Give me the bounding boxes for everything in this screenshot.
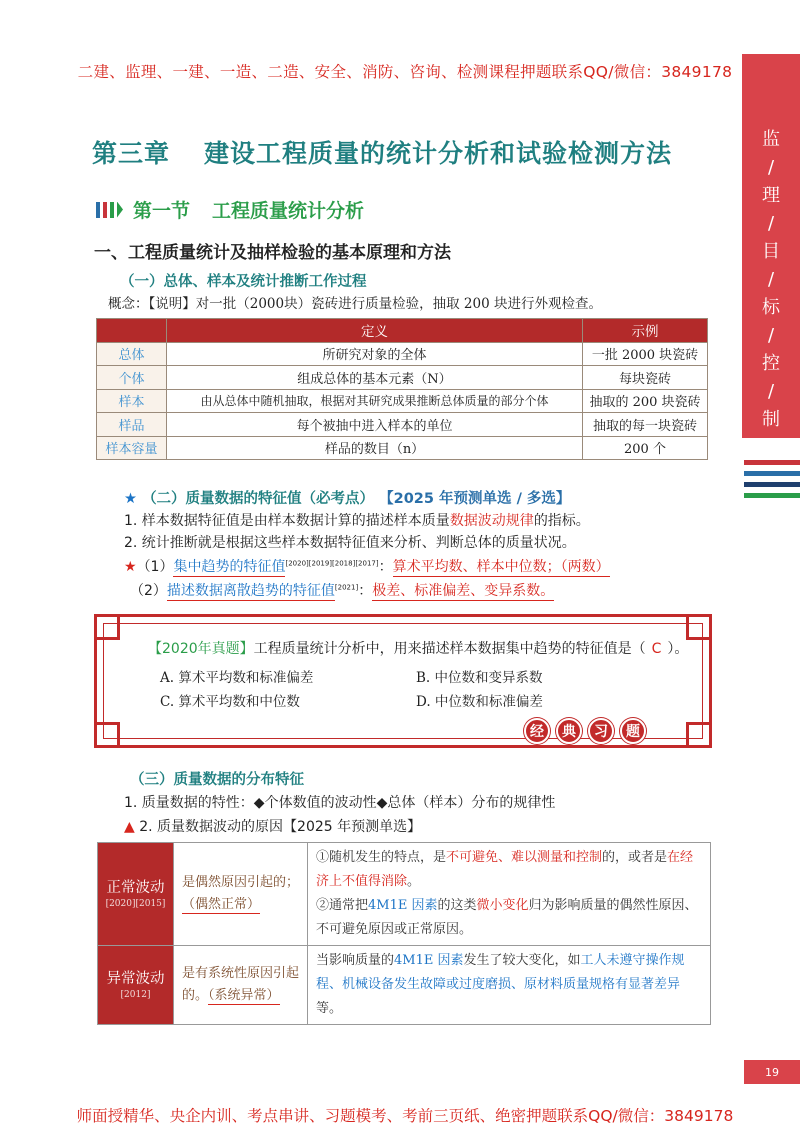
option-c: C. 算术平均数和中位数 xyxy=(160,694,300,710)
distribution-para-1: 1. 质量数据的特性：◆个体数值的波动性◆总体（样本）分布的规律性 xyxy=(124,795,556,811)
answer-text: 极差、标准偏差、变异系数。 xyxy=(372,583,555,599)
badge-char: 经 xyxy=(524,718,550,744)
text-span: 当影响质量的 xyxy=(316,953,395,968)
badge-char: 典 xyxy=(556,718,582,744)
term-cell: 个体 xyxy=(97,366,167,390)
question-text: 工程质量统计分析中，用来描述样本数据集中趋势的特征值是（ xyxy=(253,641,646,657)
option-a: A. 算术平均数和标准偏差 xyxy=(160,670,314,686)
highlight-text: 描述数据离散趋势的特征值 xyxy=(166,583,335,599)
description-cell xyxy=(308,946,711,1025)
term-cell: 样品 xyxy=(97,413,167,437)
frame-corner xyxy=(686,722,712,748)
top-banner: 二建、监理、一建、一造、二造、安全、消防、咨询、检测课程押题联系QQ/微信：3849178 xyxy=(77,63,733,81)
exam-years: [2021] xyxy=(334,583,359,592)
definition-cell: 所研究对象的全体 xyxy=(167,342,583,366)
concept-text: 概念：【说明】对一批（2000块）瓷砖进行质量检验，抽取 200 块进行外观检查。 xyxy=(108,296,602,312)
table-header: 定义 xyxy=(167,319,583,343)
option-b: B. 中位数和变异系数 xyxy=(416,670,543,686)
star-icon: ★ xyxy=(124,559,137,575)
text-span: ②通常把 xyxy=(316,898,369,913)
frame-corner xyxy=(94,614,120,640)
side-tab-char: / xyxy=(767,381,775,402)
answer-text: 算术平均数、样本中位数；（两数） xyxy=(392,559,610,575)
highlight-text: 4M1E 因素 xyxy=(394,953,464,968)
exam-years: [2020][2015] xyxy=(105,899,166,909)
side-tab-char: 控 xyxy=(762,353,780,374)
section-label: 第一节 xyxy=(133,200,191,222)
dispersion-line xyxy=(130,580,554,600)
sub-heading-1: （一）总体、样本及统计推断工作过程 xyxy=(120,274,367,290)
table-header: 示例 xyxy=(583,319,708,343)
cause-text: 是有系统性原因引起的。 xyxy=(182,966,300,1003)
section-name: 工程质量统计分析 xyxy=(212,200,365,222)
side-tab-char: 监 xyxy=(762,129,780,150)
cause-note: （系统异常） xyxy=(208,988,280,1003)
side-tab-char: 理 xyxy=(762,185,780,206)
definition-cell: 样品的数目（n） xyxy=(167,436,583,460)
exam-tag: 【2020年真题】 xyxy=(148,641,254,657)
exam-answer: C xyxy=(651,641,662,657)
side-tab-char: / xyxy=(767,213,775,234)
definition-cell: 每个被抽中进入样本的单位 xyxy=(167,413,583,437)
text-span: 归为影响质量的偶然性原因、不可避免原因或正常原因。 xyxy=(316,898,698,937)
example-cell: 抽取的 200 块瓷砖 xyxy=(583,389,708,413)
term-cell: 样本 xyxy=(97,389,167,413)
text-span: 的这类 xyxy=(437,898,477,913)
text-span: 1. 样本数据特征值是由样本数据计算的描述样本质量 xyxy=(124,513,450,529)
table-header-row xyxy=(97,319,708,343)
text-span: 的指标。 xyxy=(533,513,590,529)
text-span: 。 xyxy=(407,874,421,889)
text-span: （1） xyxy=(136,559,174,575)
row-header-abnormal xyxy=(98,946,174,1025)
highlight-text: 集中趋势的特征值 xyxy=(173,559,286,575)
sub-heading-2 xyxy=(124,487,570,508)
feature-para-1 xyxy=(124,510,590,530)
option-d: D. 中位数和标准偏差 xyxy=(416,694,543,710)
highlight-text: 不可避免、难以测量和控制 xyxy=(446,850,603,865)
text-span: （2） xyxy=(130,583,167,599)
cause-cell xyxy=(174,843,308,946)
highlight-text: 工人未遵守操作规程、机械设备发生故障或过度磨损、原材料质量规格有显著差异 xyxy=(316,953,685,992)
population-sample-table xyxy=(96,318,708,460)
badge-char: 题 xyxy=(620,718,646,744)
text-span: 等。 xyxy=(316,1001,343,1016)
cause-note: （偶然正常） xyxy=(182,897,261,912)
side-tab-char: / xyxy=(767,325,775,346)
chapter-label: 第三章 xyxy=(92,139,171,168)
cause-cell xyxy=(174,946,308,1025)
text-span: ： xyxy=(378,559,393,575)
table-row xyxy=(97,436,708,460)
row-header-text: 正常波动 xyxy=(106,880,165,896)
badge-char: 习 xyxy=(588,718,614,744)
central-tendency-line xyxy=(124,556,610,576)
text-span: ）。 xyxy=(667,641,689,657)
table-row xyxy=(97,389,708,413)
sub-heading-3: （三）质量数据的分布特征 xyxy=(130,772,304,788)
highlight-text: 4M1E 因素 xyxy=(368,898,438,913)
highlight-text: 数据波动规律 xyxy=(449,513,534,529)
exam-years: [2020][2019][2018][2017] xyxy=(285,559,379,568)
frame-corner xyxy=(94,722,120,748)
section-title xyxy=(96,196,364,223)
description-cell xyxy=(308,843,711,946)
term-cell: 样本容量 xyxy=(97,436,167,460)
side-tab-char: 制 xyxy=(762,409,780,430)
feature-para-2: 2. 统计推断就是根据这些样本数据特征值来分析、判断总体的质量状况。 xyxy=(124,535,576,551)
text-span: 的，或者是 xyxy=(602,850,668,865)
highlight-text: 微小变化 xyxy=(476,898,529,913)
frame-corner xyxy=(686,614,712,640)
side-tab-char: 目 xyxy=(762,241,780,262)
highlight-text: 在经济上不值得消除 xyxy=(316,850,694,889)
table-row xyxy=(97,366,708,390)
exam-forecast-tag: 【2025 年预测单选 / 多选】 xyxy=(379,491,571,507)
definition-cell: 由从总体中随机抽取，根据对其研究成果推断总体质量的部分个体 xyxy=(167,389,583,413)
chapter-title xyxy=(92,134,672,170)
row-header-text: 异常波动 xyxy=(106,971,165,987)
example-cell: 每块瓷砖 xyxy=(583,366,708,390)
definition-cell: 组成总体的基本元素（N） xyxy=(167,366,583,390)
exam-question xyxy=(148,638,688,658)
table-row xyxy=(97,342,708,366)
text-span: 发生了较大变化，如 xyxy=(463,953,581,968)
table-row xyxy=(98,946,711,1025)
chapter-name: 建设工程质量的统计分析和试验检测方法 xyxy=(204,139,673,168)
example-cell: 一批 2000 块瓷砖 xyxy=(583,342,708,366)
section-bars-icon xyxy=(96,202,123,218)
table-row xyxy=(98,843,711,946)
text-span: ①随机发生的特点，是 xyxy=(316,850,447,865)
bottom-banner: 师面授精华、央企内训、考点串讲、习题模考、考前三页纸、绝密押题联系QQ/微信：3849178 xyxy=(76,1107,734,1125)
distribution-para-2 xyxy=(124,816,421,836)
example-cell: 200 个 xyxy=(583,436,708,460)
text-span: 2. 质量数据波动的原因【2025 年预测单选】 xyxy=(139,819,422,835)
cause-text: 是偶然原因引起的； xyxy=(182,875,300,890)
exam-years: [2012] xyxy=(120,990,151,1000)
side-chapter-tab xyxy=(742,54,800,438)
table-header xyxy=(97,319,167,343)
star-icon: ★ xyxy=(124,491,137,507)
side-decor-stripes xyxy=(744,460,800,504)
term-cell: 总体 xyxy=(97,342,167,366)
side-tab-char: 标 xyxy=(762,297,780,318)
page-number: 19 xyxy=(744,1060,800,1084)
sub-heading-2-title: （二）质量数据的特征值（必考点） xyxy=(142,491,375,507)
side-tab-char: / xyxy=(767,157,775,178)
triangle-icon: ▲ xyxy=(124,819,135,835)
text-span: ： xyxy=(358,583,373,599)
fluctuation-table xyxy=(97,842,711,1025)
heading-1: 一、工程质量统计及抽样检验的基本原理和方法 xyxy=(94,243,451,263)
example-cell: 抽取的每一块瓷砖 xyxy=(583,413,708,437)
side-tab-char: / xyxy=(767,269,775,290)
row-header-normal xyxy=(98,843,174,946)
table-row xyxy=(97,413,708,437)
